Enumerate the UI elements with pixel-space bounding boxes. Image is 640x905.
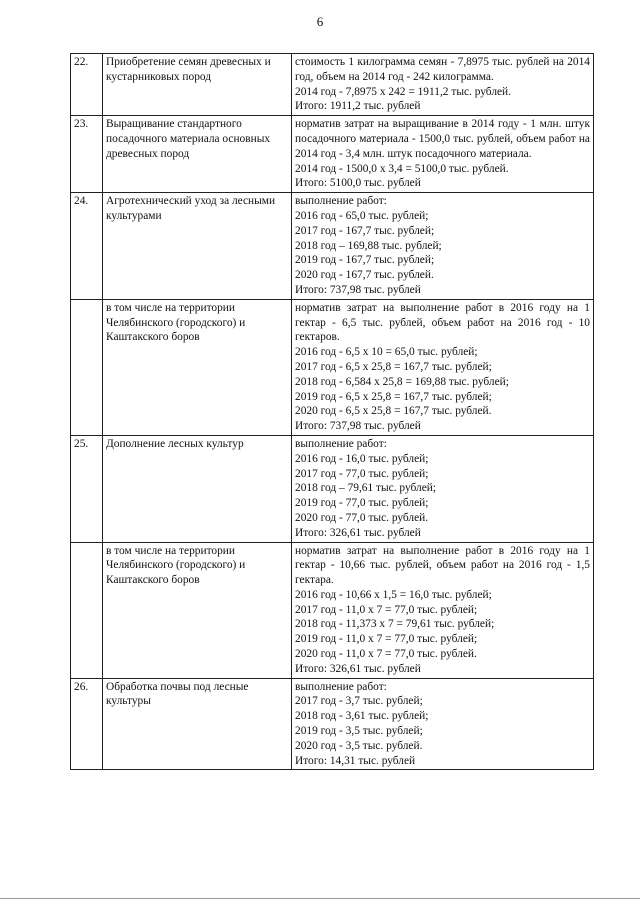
row-item-name: Агротехнический уход за лесными культурами (103, 193, 292, 300)
calculation-line: Итого: 1911,2 тыс. рублей (295, 100, 421, 113)
cost-table (70, 53, 594, 770)
row-calculation (292, 54, 594, 116)
row-number (71, 299, 103, 435)
calculation-line: 2018 год – 169,88 тыс. рублей; (295, 239, 442, 252)
row-number: 23. (71, 116, 103, 193)
calculation-line: Итого: 737,98 тыс. рублей (295, 420, 421, 433)
row-number: 25. (71, 435, 103, 542)
calculation-line: 2016 год - 6,5 х 10 = 65,0 тыс. рублей; (295, 346, 478, 359)
calculation-line: 2019 год - 6,5 х 25,8 = 167,7 тыс. рублей; (295, 390, 492, 403)
calculation-line: 2020 год - 167,7 тыс. рублей. (295, 269, 434, 282)
calculation-line: Итого: 5100,0 тыс. рублей (295, 177, 421, 190)
row-item-name: в том числе на территории Челябинского (городского) и Каштакского боров (103, 542, 292, 678)
calculation-line: Итого: 737,98 тыс. рублей (295, 283, 421, 296)
row-number: 26. (71, 678, 103, 770)
row-calculation (292, 542, 594, 678)
row-calculation (292, 435, 594, 542)
row-number: 24. (71, 193, 103, 300)
calculation-line: 2018 год – 79,61 тыс. рублей; (295, 482, 437, 495)
calculation-line: 2019 год - 77,0 тыс. рублей; (295, 497, 429, 510)
table-row (71, 193, 594, 300)
table-row (71, 678, 594, 770)
calculation-line: выполнение работ: (295, 680, 387, 693)
row-calculation (292, 299, 594, 435)
calculation-line: 2017 год - 3,7 тыс. рублей; (295, 695, 423, 708)
calculation-line: Итого: 326,61 тыс. рублей (295, 662, 421, 675)
calculation-line: стоимость 1 килограмма семян - 7,8975 тыс. рублей на 2014 год, объем на 2014 год - 242 килограмма. (295, 56, 590, 83)
row-item-name: Выращивание стандартного посадочного материала основных древесных пород (103, 116, 292, 193)
row-calculation (292, 678, 594, 770)
calculation-line: 2016 год - 16,0 тыс. рублей; (295, 452, 429, 465)
calculation-line: 2019 год - 167,7 тыс. рублей; (295, 254, 435, 267)
row-item-name: Приобретение семян древесных и кустарниковых пород (103, 54, 292, 116)
row-item-name: в том числе на территории Челябинского (городского) и Каштакского боров (103, 299, 292, 435)
calculation-line: норматив затрат на выращивание в 2014 году - 1 млн. штук посадочного материала - 1500,0 тыс. рублей, объем работ на 2014 год - 3,4 млн. штук посадочного материала. (295, 118, 590, 160)
calculation-line: 2020 год - 6,5 х 25,8 = 167,7 тыс. рублей. (295, 405, 492, 418)
calculation-line: Итого: 14,31 тыс. рублей (295, 754, 416, 767)
calculation-line: норматив затрат на выполнение работ в 2016 году на 1 гектар - 6,5 тыс. рублей, объем работ на 2016 год - 10 гектаров. (295, 301, 590, 344)
calculation-line: 2018 год - 3,61 тыс. рублей; (295, 710, 429, 723)
calculation-line: 2017 год - 77,0 тыс. рублей; (295, 467, 429, 480)
calculation-line: 2020 год - 77,0 тыс. рублей. (295, 511, 429, 524)
bottom-rule (0, 898, 640, 899)
calculation-line: 2020 год - 11,0 х 7 = 77,0 тыс. рублей. (295, 648, 477, 661)
row-item-name: Обработка почвы под лесные культуры (103, 678, 292, 770)
calculation-line: 2016 год - 65,0 тыс. рублей; (295, 209, 429, 222)
calculation-line: 2014 год - 1500,0 х 3,4 = 5100,0 тыс. рублей. (295, 162, 509, 175)
calculation-line: выполнение работ: (295, 195, 387, 208)
row-calculation (292, 116, 594, 193)
calculation-line: Итого: 326,61 тыс. рублей (295, 526, 421, 539)
table-row (71, 542, 594, 678)
row-number (71, 542, 103, 678)
table-row (71, 116, 594, 193)
calculation-line: 2018 год - 6,584 х 25,8 = 169,88 тыс. рублей; (295, 375, 509, 388)
row-item-name: Дополнение лесных культур (103, 435, 292, 542)
calculation-line: норматив затрат на выполнение работ в 2016 году на 1 гектар - 10,66 тыс. рублей, объем работ на 2016 год - 1,5 гектара. (295, 544, 590, 587)
calculation-line: 2020 год - 3,5 тыс. рублей. (295, 739, 423, 752)
calculation-line: 2019 год - 11,0 х 7 = 77,0 тыс. рублей; (295, 633, 478, 646)
page-number: 6 (316, 14, 324, 29)
row-number: 22. (71, 54, 103, 116)
calculation-line: 2017 год - 11,0 х 7 = 77,0 тыс. рублей; (295, 603, 478, 616)
calculation-line: 2017 год - 6,5 х 25,8 = 167,7 тыс. рублей; (295, 360, 492, 373)
table-row (71, 435, 594, 542)
table-row (71, 54, 594, 116)
calculation-line: 2014 год - 7,8975 х 242 = 1911,2 тыс. рублей. (295, 85, 512, 98)
row-calculation (292, 193, 594, 300)
calculation-line: 2019 год - 3,5 тыс. рублей; (295, 725, 423, 738)
table-row (71, 299, 594, 435)
calculation-line: 2017 год - 167,7 тыс. рублей; (295, 224, 435, 237)
calculation-line: 2016 год - 10,66 х 1,5 = 16,0 тыс. рублей; (295, 588, 492, 601)
calculation-line: выполнение работ: (295, 437, 387, 450)
calculation-line: 2018 год - 11,373 х 7 = 79,61 тыс. рублей; (295, 618, 495, 631)
